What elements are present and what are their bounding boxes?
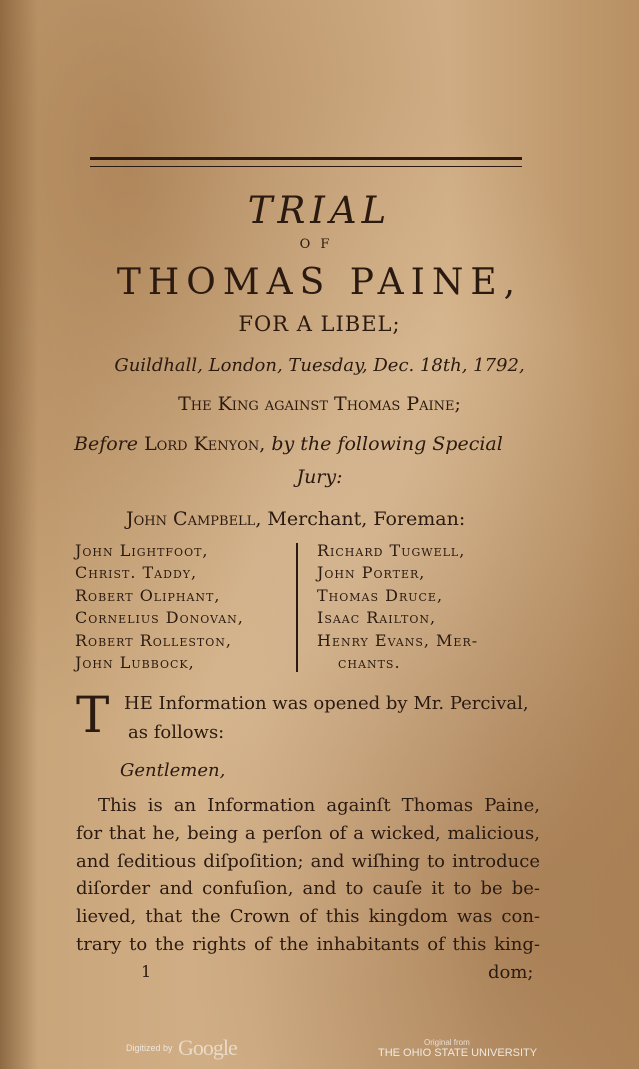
juror-name: Isaac Railton, [317, 608, 437, 628]
juror-name: Thomas Druce, [317, 585, 444, 605]
subtitle: FOR A LIBEL; [238, 312, 401, 336]
juror-name: Robert Oliphant, [75, 585, 221, 605]
double-rule [90, 157, 522, 167]
drop-cap: T [76, 686, 110, 744]
jury-left-column [75, 540, 244, 674]
google-logo: Google [178, 1035, 237, 1060]
column-divider [296, 543, 298, 672]
judge-name: Lord Kenyon, [144, 433, 266, 455]
body-line: for that he, being a perſon of a wicked, malicious, [76, 822, 540, 844]
juror-name: Robert Rolleston, [75, 630, 232, 650]
body-line: This is an Information againſt Thomas Paine, [98, 795, 540, 816]
original-from-label: Original from [424, 1038, 470, 1047]
opening-line-2: as follows: [128, 722, 225, 743]
body-line: and ſeditious diſpoſition; and wiſhing to introduce [76, 850, 540, 872]
title-of: OF [299, 237, 340, 252]
body-line: diſorder and confuſion, and to cauſe it to be be- [76, 878, 540, 900]
foreman-line [126, 508, 465, 530]
library-name: THE OHIO STATE UNIVERSITY [378, 1047, 538, 1059]
body-line: lieved, that the Crown of this kingdom was con- [76, 906, 540, 928]
jury-label: Jury: [296, 466, 343, 488]
juror-name: chants. [338, 653, 401, 673]
juror-name: Christ. Taddy, [75, 563, 198, 583]
case-title: The King against Thomas Paine; [178, 393, 461, 415]
defendant-name: THOMAS PAINE, [116, 262, 523, 303]
before-suffix: by the following Special [271, 433, 503, 455]
catchword: dom; [488, 962, 534, 983]
body-line: trary to the rights of the inhabitants of this king- [76, 933, 540, 955]
juror-name: Cornelius Donovan, [75, 608, 244, 628]
juror-name: John Porter, [317, 563, 426, 583]
foreman-role: Merchant, Foreman: [267, 508, 466, 530]
page-title: TRIAL [247, 189, 392, 232]
opening-line-1: HE Information was opened by Mr. Percival, [124, 693, 529, 714]
juror-name: Henry Evans, Mer- [317, 630, 479, 650]
place-date: Guildhall, London, Tuesday, Dec. 18th, 1792, [114, 355, 525, 376]
jury-right-column [317, 540, 478, 674]
juror-name: John Lubbock, [75, 653, 195, 673]
juror-name: John Lightfoot, [75, 541, 209, 560]
before-prefix: Before [74, 433, 139, 455]
judge-line [74, 433, 503, 455]
digitized-by-label: Digitized by [126, 1043, 173, 1053]
foreman-name: John Campbell, [126, 508, 262, 530]
signature-mark: 1 [141, 962, 152, 981]
juror-name: Richard Tugwell, [317, 541, 466, 560]
body-text [76, 792, 540, 959]
salutation: Gentlemen, [120, 760, 226, 781]
